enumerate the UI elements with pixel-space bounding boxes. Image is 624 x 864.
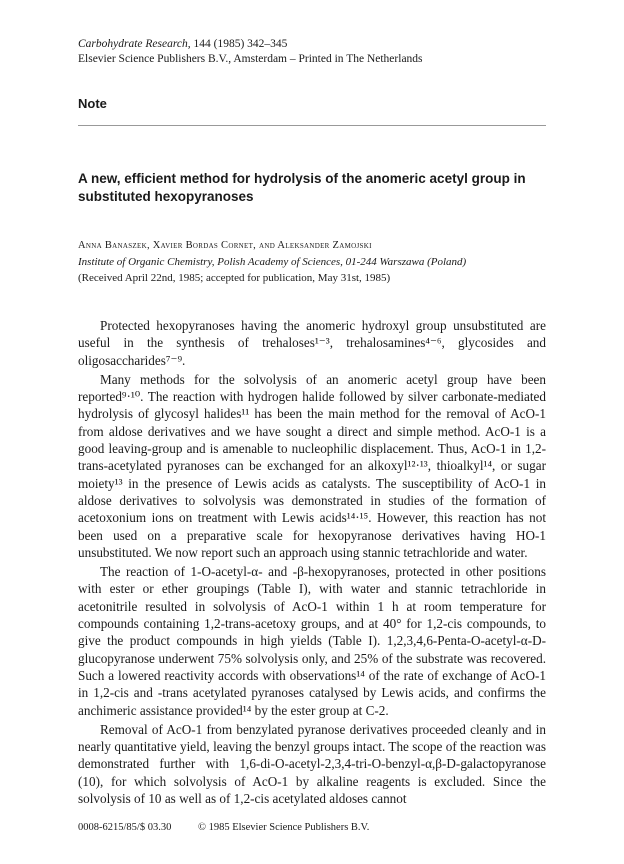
author-list: Anna Banaszek, Xavier Bordas Cornet, and Aleksander Zamojski: [78, 240, 372, 251]
journal-header: [78, 37, 423, 67]
body-paragraph: Removal of AcO-1 from benzylated pyranose derivatives proceeded cleanly and in nearly quantitative yield, leaving the benzyl groups intact. The scope of the reaction was demonstrated further with 1,6-di-O-acetyl-2,3,4-tri-O-benzyl-α,β-D-galactopyranose (10), for which solvolysis of AcO-1 by alkaline reagents is excluded. Since the solvolysis of 10 as well as of 1,2-cis acetylated aldoses cannot: [78, 721, 546, 807]
journal-citation: 144 (1985) 342–345: [190, 38, 288, 50]
issn-code: 0008-6215/85/$ 03.30: [78, 822, 172, 833]
received-dates: (Received April 22nd, 1985; accepted for publication, May 31st, 1985): [78, 272, 391, 284]
note-label: Note: [78, 96, 107, 111]
publisher-line: Elsevier Science Publishers B.V., Amsterdam – Printed in The Netherlands: [78, 53, 423, 65]
header-rule: [78, 125, 546, 126]
journal-name: Carbohydrate Research,: [78, 38, 191, 50]
affiliation: Institute of Organic Chemistry, Polish Academy of Sciences, 01-244 Warszawa (Poland): [78, 256, 467, 268]
body-paragraph: The reaction of 1-O-acetyl-α- and -β-hexopyranoses, protected in other positions with ester or ether groupings (Table I), with water and stannic tetrachloride in acetonitrile resulted in solvolysis of AcO-1 within 1 h at room temperature for compounds containing 1,2-trans-acetoxy groups, and at 40° for 1,2-cis compounds, to give the product compounds in high yields (Table I). 1,2,3,4,6-Penta-O-acetyl-α-D-glucopyranose underwent 75% solvolysis only, and 25% of the substrate was recovered. Such a lowered reactivity accords with observations¹⁴ of the rate of exchange of AcO-1 in 1,2-cis and -trans acetylated pyranoses catalysed by Lewis acids, and confirms the anchimeric assistance provided¹⁴ by the ester group at C-2.: [78, 564, 546, 718]
article-body: [78, 317, 546, 807]
body-paragraph: Many methods for the solvolysis of an anomeric acetyl group have been reported⁹·¹⁰. The reaction with hydrogen halide followed by silver carbonate-mediated hydrolysis of glycosyl halides¹¹ has been the main method for the removal of AcO-1 from aldose derivatives and we have sought a direct and simple method. AcO-1 is a good leaving-group and is amenable to nucleophilic displacement. Thus, AcO-1 in 1,2-trans-acetylated pyranoses can be exchanged for an alkoxyl¹²·¹³, thioalkyl¹⁴, or sugar moiety¹³ in the presence of Lewis acids as catalysts. The susceptibility of AcO-1 in aldose derivatives to solvolysis was demonstrated in studies of the formation of acetoxonium ions on treatment with Lewis acids¹⁴·¹⁵. However, this reaction has not been used on a preparative scale for hexopyranose derivatives having HO-1 unsubstituted. We now report such an approach using stannic tetrachloride and water.: [78, 371, 546, 560]
body-paragraph: Protected hexopyranoses having the anomeric hydroxyl group unsubstituted are useful in the synthesis of trehaloses¹⁻³, trehalosamines⁴⁻⁶, glycosides and oligosaccharides⁷⁻⁹.: [78, 318, 546, 368]
copyright-notice: © 1985 Elsevier Science Publishers B.V.: [198, 822, 370, 833]
article-title: A new, efficient method for hydrolysis of the anomeric acetyl group in substituted hexopyranoses: [78, 171, 526, 204]
